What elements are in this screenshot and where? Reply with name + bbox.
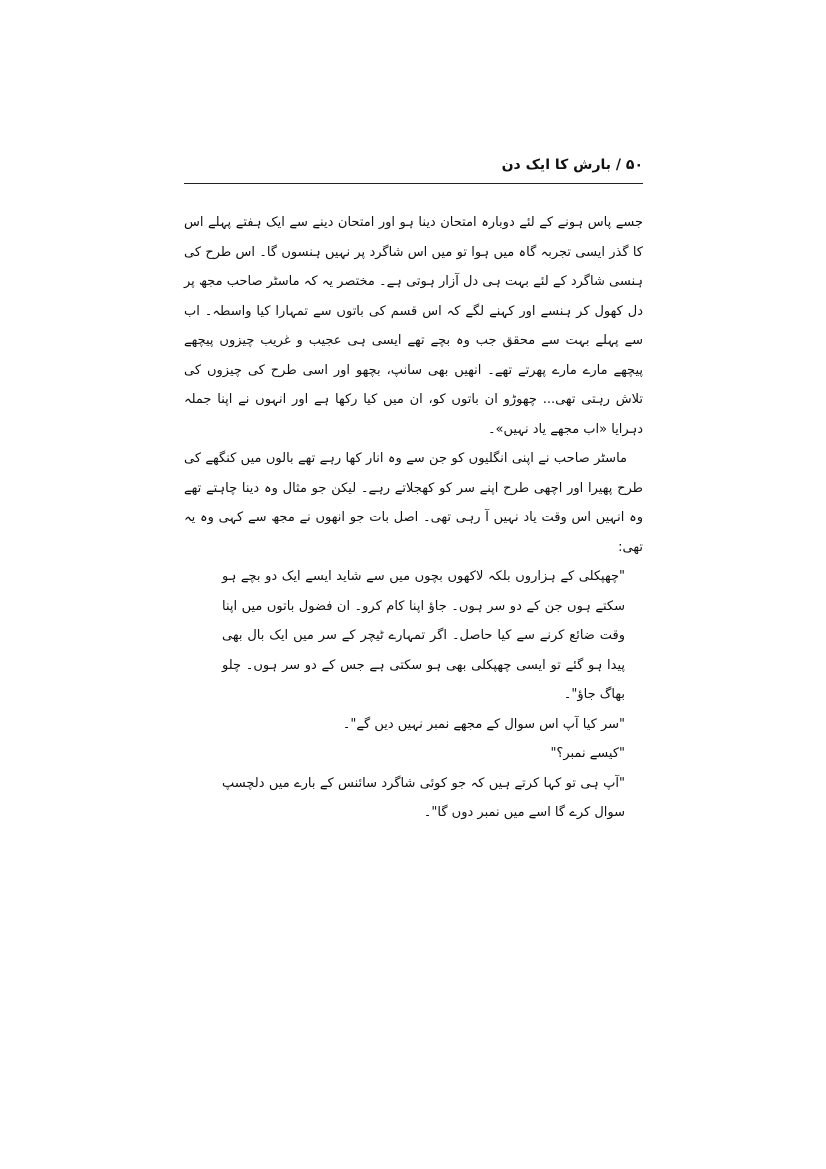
running-header (184, 152, 643, 182)
running-header-title: ۵۰ / بارش کا ایک دن (501, 157, 643, 173)
body-paragraph: جسے پاس ہونے کے لئے دوبارہ امتحان دینا ہو اور امتحان دینے سے ایک ہفتے پہلے اس کا گذر ایسی تجربہ گاہ میں ہوا تو میں اس شاگرد پر نہیں ہنسوں گا۔ اس طرح کی ہنسی شاگرد کے لئے بہت ہی دل آزار ہوتی ہے۔ مختصر یہ کہ ماسٹر صاحب مجھ پر دل کھول کر ہنسے اور کہنے لگے کہ اس قسم کی باتوں سے تمہارا کیا واسطہ۔ اب سے پہلے بہت سے محقق جب وہ بچے تھے ایسی ہی عجیب و غریب چیزوں پیچھے پیچھے مارے مارے پھرتے تھے۔ انھیں بھی سانپ، بچھو اور اسی طرح کی چیزوں کی تلاش رہتی تھی... چھوڑو ان باتوں کو، ان میں کیا رکھا ہے اور انہوں نے اپنا جملہ دہرایا «اب مجھے یاد نہیں»۔ (184, 215, 643, 437)
quoted-dialogue: "کیسے نمبر؟" (550, 746, 625, 761)
quoted-dialogue: "چھپکلی کے ہزاروں بلکہ لاکھوں بچوں میں سے شاید ایسے ایک دو بچے ہو سکتے ہوں جن کے دو سر ہوں۔ جاؤ اپنا کام کرو۔ ان فضول باتوں میں اپنا وقت ضائع کرنے سے کیا حاصل۔ اگر تمہارے ٹیچر کے سر میں ایک بال بھی پیدا ہو گئے تو ایسی چھپکلی بھی ہو سکتی ہے جس کے دو سر ہوں۔ چلو بھاگ جاؤ"۔ (222, 569, 625, 702)
page-body (184, 208, 643, 828)
body-paragraph: ماسٹر صاحب نے اپنی انگلیوں کو جن سے وہ انار کھا رہے تھے بالوں میں کنگھے کی طرح پھیرا اور اچھی طرح اپنے سر کو کھجلاتے رہے۔ لیکن جو مثال وہ دینا چاہتے تھے وہ انہیں اس وقت یاد نہیں آ رہی تھی۔ اصل بات جو انھوں نے مجھ سے کہی وہ یہ تھی: (184, 451, 643, 555)
quoted-dialogue: "آپ ہی تو کہا کرتے ہیں کہ جو کوئی شاگرد سائنس کے بارے میں دلچسپ سوال کرے گا اسے میں نمبر دوں گا"۔ (222, 775, 625, 820)
header-divider (184, 183, 643, 184)
quoted-dialogue: "سر کیا آپ اس سوال کے مجھے نمبر نہیں دیں گے"۔ (342, 716, 625, 732)
